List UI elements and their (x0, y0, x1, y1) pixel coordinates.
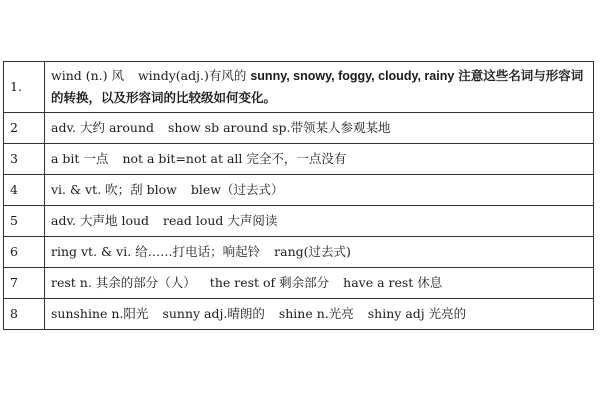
grammar-note: 注意这些名词与形容词的转换，以及形容词的比较级如何变化。 (51, 69, 584, 105)
table-row (4, 206, 594, 237)
entry-segment: shiny adj 光亮的 (367, 306, 467, 321)
row-number: 3 (4, 144, 45, 175)
entry-segment: show sb around sp.带领某人参观某地 (168, 120, 391, 135)
vocabulary-notes-table (3, 61, 594, 330)
row-number: 8 (4, 299, 45, 330)
entry-segment: blew（过去式） (190, 182, 284, 197)
row-content (45, 268, 594, 299)
table-row (4, 62, 594, 113)
entry-segment: have a rest 休息 (343, 275, 443, 290)
entry-segment: not a bit=not at all 完全不，一点没有 (122, 151, 347, 166)
row-content (45, 144, 594, 175)
entry-segment: adv. 大声地 loud (51, 213, 150, 228)
entry-segment: vi. & vt. 吹；刮 blow (51, 182, 177, 197)
table-row (4, 113, 594, 144)
weather-adjectives: sunny, snowy, foggy, cloudy, rainy (250, 69, 455, 83)
row-content (45, 299, 594, 330)
entry-segment: sunny adj.晴朗的 (162, 306, 265, 321)
entry-segment: a bit 一点 (51, 151, 109, 166)
entry-segment: sunshine n.阳光 (51, 306, 149, 321)
entry-segment: ring vt. & vi. 给……打电话；响起铃 (51, 244, 261, 259)
entry-segment: the rest of 剩余部分 (209, 275, 330, 290)
entry-segment: rang(过去式) (274, 244, 351, 259)
table-row (4, 268, 594, 299)
term-windy: windy(adj.)有风的 (137, 68, 247, 83)
row-number: 2 (4, 113, 45, 144)
term-wind: wind (n.) 风 (51, 68, 124, 83)
row-number: 7 (4, 268, 45, 299)
row-content (45, 113, 594, 144)
entry-segment: adv. 大约 around (51, 120, 155, 135)
row-content (45, 175, 594, 206)
row-number: 4 (4, 175, 45, 206)
entry-segment: read loud 大声阅读 (163, 213, 278, 228)
entry-segment: shine n.光亮 (278, 306, 354, 321)
row-number: 5 (4, 206, 45, 237)
row-content (45, 62, 594, 113)
row-number: 1. (4, 62, 45, 113)
table-row (4, 237, 594, 268)
table-row (4, 299, 594, 330)
row-content (45, 206, 594, 237)
row-content (45, 237, 594, 268)
row-number: 6 (4, 237, 45, 268)
entry-segment: rest n. 其余的部分（人） (51, 275, 196, 290)
table-row (4, 175, 594, 206)
table-row (4, 144, 594, 175)
